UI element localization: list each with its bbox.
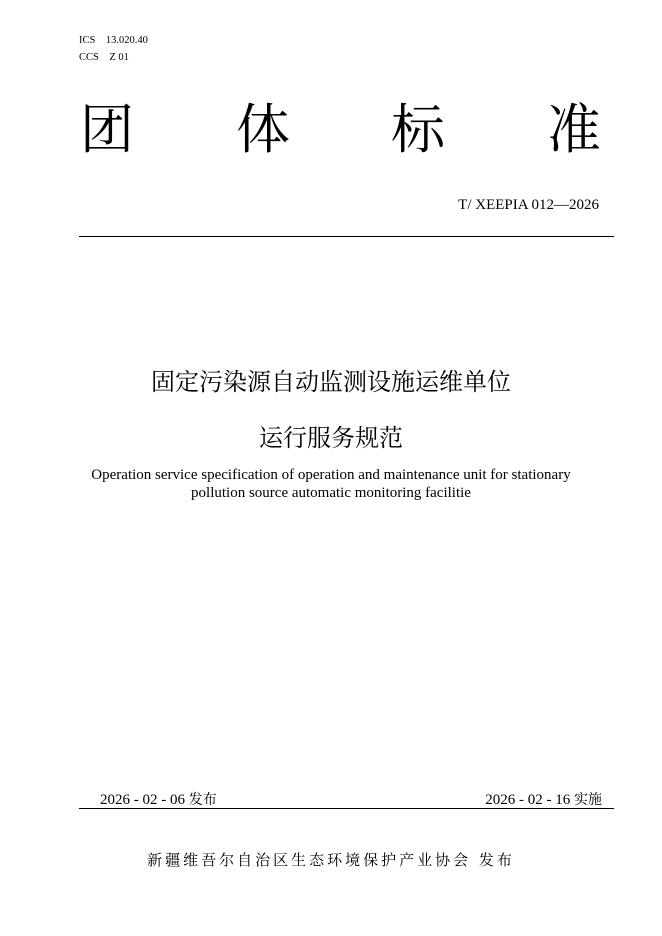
implement-date-value: 2026 - 02 - 16: [485, 792, 571, 808]
implement-date: [485, 791, 602, 809]
standard-type-char-1: 团: [80, 98, 134, 161]
publish-date-label: 发布: [188, 792, 217, 808]
ics-code: ICS 13.020.40: [79, 35, 148, 46]
ccs-code: CCS Z 01: [79, 52, 129, 63]
standard-type-char-3: 标: [391, 98, 445, 161]
chinese-title-line-2: 运行服务规范: [259, 424, 403, 452]
standard-type-char-2: 体: [236, 98, 290, 161]
english-title-line-2: pollution source automatic monitoring facilitie: [191, 485, 471, 501]
standard-type-char-4: 准: [547, 98, 601, 161]
standard-number: T/ XEEPIA 012—2026: [458, 197, 599, 213]
publish-date-value: 2026 - 02 - 06: [100, 792, 185, 808]
english-title-line-1: Operation service specification of operation and maintenance unit for stationary: [91, 467, 571, 483]
top-divider: [79, 236, 614, 237]
chinese-title-line-1: 固定污染源自动监测设施运维单位: [151, 368, 511, 396]
publisher-line: 新疆维吾尔自治区生态环境保护产业协会 发布: [147, 851, 515, 869]
publish-date: [100, 791, 217, 809]
implement-date-label: 实施: [574, 792, 602, 808]
bottom-divider: [79, 808, 614, 809]
